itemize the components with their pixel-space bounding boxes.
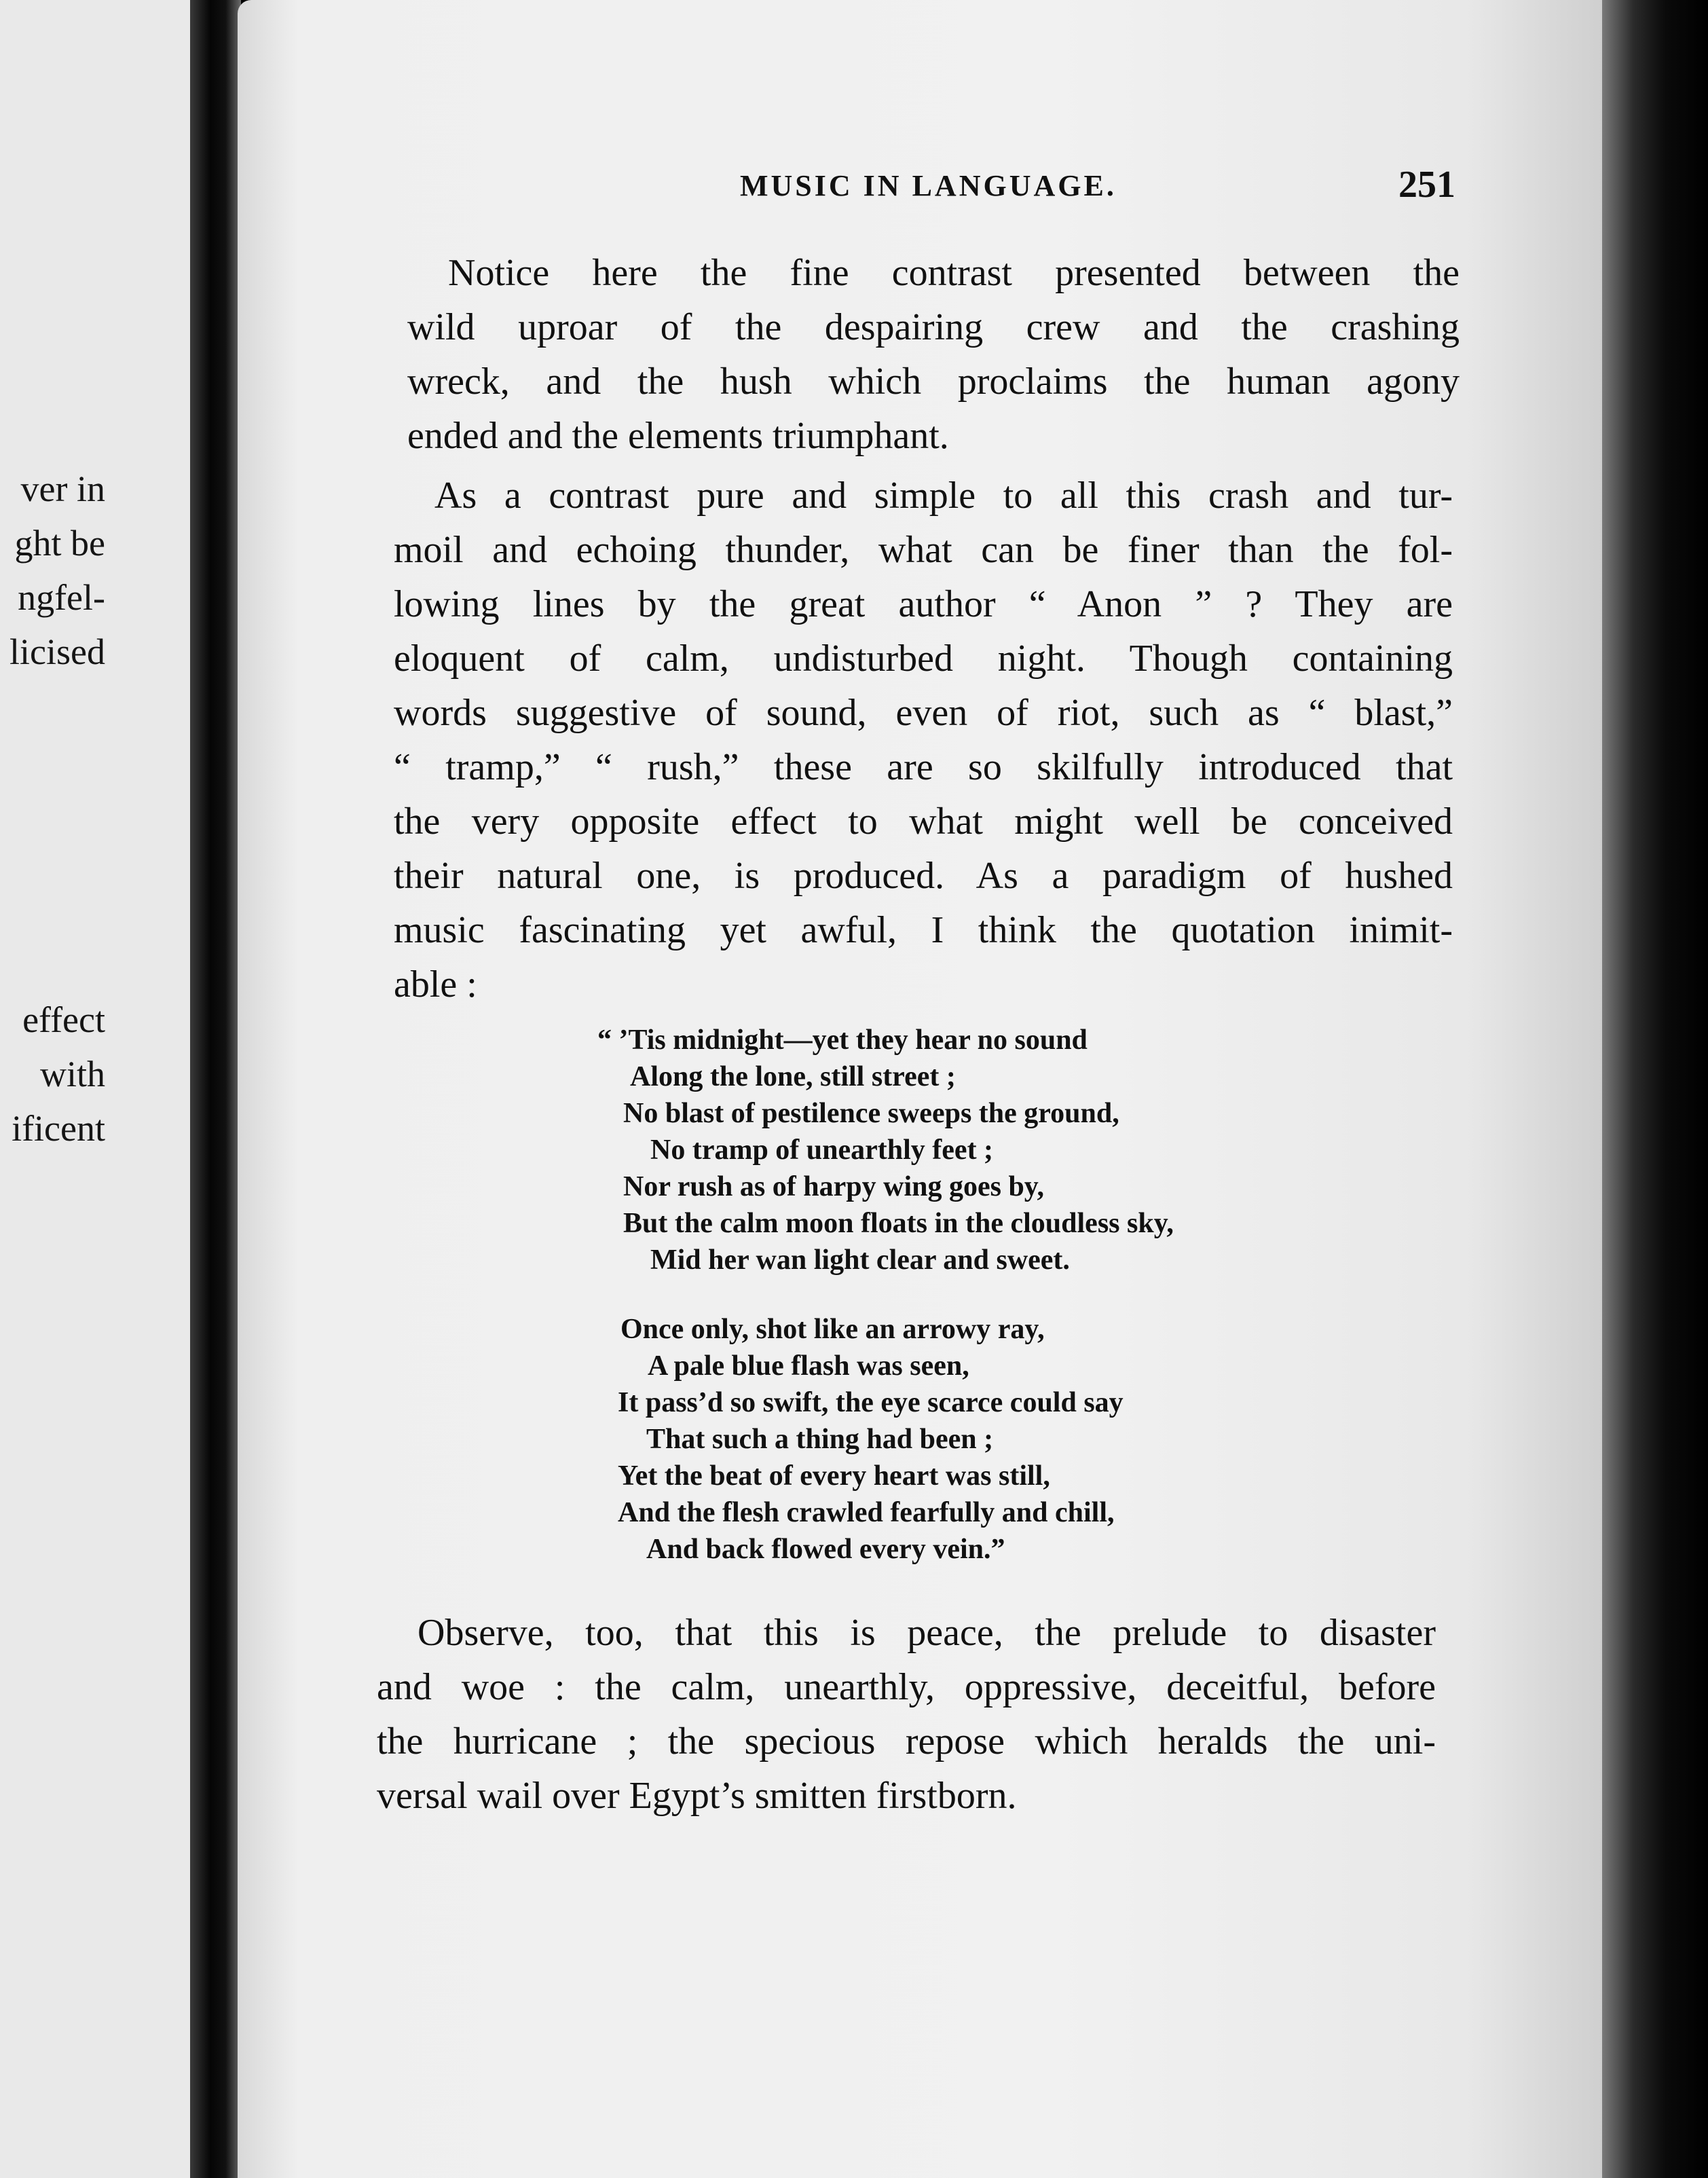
left-page-fragments-bottom — [0, 993, 105, 1156]
left-fragment-line: ificent — [12, 1108, 105, 1149]
running-head: MUSIC IN LANGUAGE. — [740, 169, 1117, 202]
poem-stanza-2 — [597, 1311, 1174, 1568]
left-page-fragments-top — [0, 462, 105, 679]
page-number: 251 — [1398, 164, 1455, 206]
poem-line: It pass’d so swift, the eye scarce could say — [618, 1387, 1124, 1418]
text-line: able : — [394, 963, 477, 1005]
text-line: lowing lines by the great author “ Anon ” ? They are — [394, 583, 1453, 625]
poem-line: Yet the beat of every heart was still, — [618, 1460, 1050, 1492]
poem-line: “ ’Tis midnight—yet they hear no sound — [597, 1025, 1088, 1056]
paragraph-1 — [407, 246, 1460, 463]
left-facing-page — [0, 0, 197, 2178]
poem-line: Once only, shot like an arrowy ray, — [620, 1314, 1045, 1345]
left-fragment-line: licised — [10, 631, 105, 672]
poem-quotation — [597, 1022, 1174, 1600]
poem-line: And back flowed every vein.” — [646, 1534, 1005, 1565]
paragraph-2 — [394, 468, 1453, 1012]
page-edge-shadow — [1602, 0, 1708, 2178]
text-line: wreck, and the hush which proclaims the human agony — [407, 361, 1460, 403]
book-gutter — [190, 0, 241, 2178]
poem-line: No tramp of unearthly feet ; — [650, 1134, 994, 1166]
poem-line: But the calm moon floats in the cloudless sky, — [623, 1208, 1174, 1239]
text-line: the very opposite effect to what might well be conceived — [394, 800, 1453, 843]
left-fragment-line: effect — [22, 999, 105, 1040]
poem-line: Mid her wan light clear and sweet. — [650, 1244, 1070, 1276]
text-line: versal wail over Egypt’s smitten firstborn. — [377, 1775, 1017, 1817]
paragraph-3 — [377, 1606, 1436, 1823]
left-fragment-line: with — [39, 1054, 105, 1094]
text-line: moil and echoing thunder, what can be finer than the fol- — [394, 529, 1453, 571]
poem-line: No blast of pestilence sweeps the ground, — [623, 1098, 1119, 1129]
left-fragment-line: ver in — [20, 468, 105, 509]
text-line: eloquent of calm, undisturbed night. Though containing — [394, 638, 1453, 680]
text-line: Observe, too, that this is peace, the prelude to disaster — [417, 1612, 1436, 1654]
text-line: the hurricane ; the specious repose which heralds the uni- — [377, 1720, 1436, 1762]
text-line: “ tramp,” “ rush,” these are so skilfully introduced that — [394, 746, 1453, 788]
poem-line: And the flesh crawled fearfully and chill, — [618, 1497, 1115, 1528]
text-line: Notice here the fine contrast presented between the — [448, 252, 1460, 294]
text-line: their natural one, is produced. As a paradigm of hushed — [394, 855, 1453, 897]
poem-line: Along the lone, still street ; — [630, 1061, 956, 1092]
left-fragment-line: ngfel- — [18, 577, 105, 618]
left-fragment-line: ght be — [14, 523, 105, 564]
poem-stanza-1 — [597, 1022, 1174, 1278]
text-line: ended and the elements triumphant. — [407, 415, 949, 457]
text-line: words suggestive of sound, even of riot, such as “ blast,” — [394, 692, 1453, 734]
text-line: and woe : the calm, unearthly, oppressive, deceitful, before — [377, 1666, 1436, 1708]
poem-line: A pale blue flash was seen, — [648, 1350, 969, 1382]
text-line: As a contrast pure and simple to all this crash and tur- — [434, 475, 1453, 517]
text-line: wild uproar of the despairing crew and the crashing — [407, 306, 1460, 348]
poem-line: Nor rush as of harpy wing goes by, — [623, 1171, 1044, 1202]
text-line: music fascinating yet awful, I think the quotation inimit- — [394, 909, 1453, 951]
poem-line: That such a thing had been ; — [646, 1424, 994, 1455]
